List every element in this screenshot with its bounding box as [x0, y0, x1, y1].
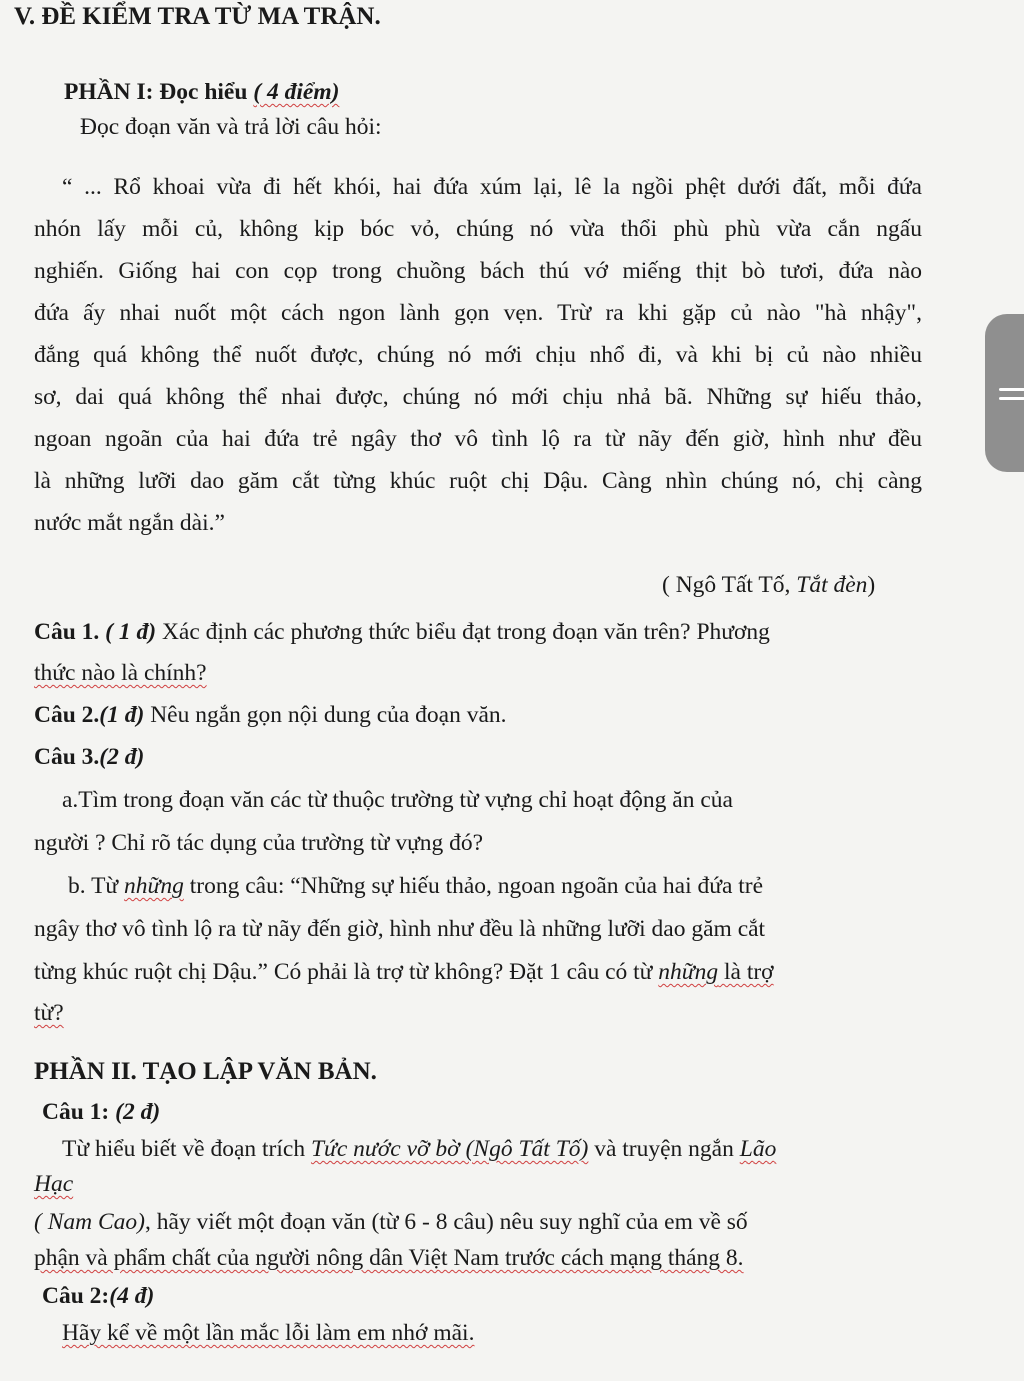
- grip-line-icon: [999, 388, 1024, 391]
- question-1-label: Câu 1.: [34, 619, 100, 645]
- part2-q1-mid: và truyện ngắn: [588, 1136, 740, 1162]
- question-3b-post2: là trợ: [718, 959, 774, 985]
- question-3b-pre: b. Từ: [68, 873, 125, 899]
- question-3b-word: những: [124, 873, 184, 899]
- question-3b-post: trong câu: “Những sự hiếu thảo, ngoan ngoãn của hai đứa trẻ: [183, 873, 764, 899]
- question-3a: a.Tìm trong đoạn văn các từ thuộc trường từ vựng chỉ hoạt động ăn của: [62, 787, 733, 813]
- question-1-points: ( 1 đ): [105, 619, 157, 645]
- question-3b-cont: [34, 957, 774, 987]
- passage-line: là những lưỡi dao găm cắt từng khúc ruột chị Dậu. Càng nhìn chúng nó, chị càng: [34, 468, 922, 494]
- question-2-points: (1 đ): [99, 702, 145, 728]
- part2-q1-pre: Từ hiểu biết về đoạn trích: [62, 1136, 311, 1162]
- question-2: [34, 700, 507, 730]
- part2-question-2-label: Câu 2:: [42, 1283, 110, 1309]
- question-3b: [68, 871, 763, 901]
- source-work: Tắt đèn: [796, 572, 868, 598]
- question-3b-word2: những: [658, 959, 719, 985]
- question-2-label: Câu 2.: [34, 702, 100, 728]
- part2-question-1-label: Câu 1:: [42, 1099, 110, 1125]
- passage-line: nước mắt ngắn dài.”: [34, 510, 225, 536]
- part2-question-2-points: (4 đ): [109, 1283, 155, 1309]
- passage-line: nhón lấy mỗi củ, không kịp bóc vỏ, chúng nó vừa thổi phù phù vừa cắn ngấu: [34, 216, 922, 242]
- part2-question-1-points: (2 đ): [109, 1099, 161, 1125]
- part2-question-1-text-cont: phận và phẩm chất của người nông dân Việt Nam trước cách mạng tháng 8.: [34, 1245, 744, 1271]
- question-3b-end: từ?: [34, 1000, 64, 1026]
- part2-question-2: [42, 1281, 154, 1311]
- grip-line-icon: [999, 397, 1024, 400]
- passage-line: đứa ấy nhai nuốt một cách ngon lành gọn vẹn. Trừ ra khi gặp củ nào "hà nhậy",: [34, 300, 922, 326]
- part1-heading-text: PHẦN I: Đọc hiểu: [64, 79, 248, 105]
- part2-question-1-text-cont: [34, 1207, 748, 1237]
- question-3-points: (2 đ): [99, 744, 145, 770]
- question-3b-cont: ngây thơ vô tình lộ ra từ nãy đến giờ, hình như đều là những lưỡi dao găm cắt: [34, 916, 766, 942]
- passage-line: nghiến. Giống hai con cọp trong chuồng bách thú vớ miếng thịt bò tươi, đứa nào: [34, 258, 922, 284]
- part2-q1-author: ( Nam Cao): [34, 1209, 145, 1235]
- source-close: ): [867, 572, 876, 598]
- passage-line: sơ, dai quá không thể nhai được, chúng nó mới chịu nhả bã. Những sự hiếu thảo,: [34, 384, 922, 410]
- part2-q1-rest: , hãy viết một đoạn văn (từ 6 - 8 câu) nêu suy nghĩ của em về số: [144, 1209, 748, 1235]
- part1-points: ( 4 điểm): [253, 79, 340, 105]
- passage-source: [662, 570, 875, 600]
- question-3b-pre2: từng khúc ruột chị Dậu.” Có phải là trợ từ không? Đặt 1 câu có từ: [34, 959, 659, 985]
- passage-line: ngoan ngoãn của hai đứa trẻ ngây thơ vô tình lộ ra từ nãy đến giờ, hình như đều: [34, 426, 922, 452]
- question-1-text-cont: thức nào là chính?: [34, 660, 207, 686]
- question-1-text: Xác định các phương thức biểu đạt trong đoạn văn trên? Phương: [161, 619, 770, 645]
- part2-question-1-text-cont: Hạc: [34, 1171, 74, 1197]
- scroll-handle[interactable]: [985, 314, 1024, 472]
- part2-q1-work2: Lão: [739, 1136, 777, 1162]
- question-2-text: Nêu ngắn gọn nội dung của đoạn văn.: [150, 702, 507, 728]
- passage-line: đắng quá không thể nuốt được, chúng nó mới chịu nhổ đi, và khi bị củ nào nhiều: [34, 342, 922, 368]
- part2-question-1-text: [62, 1134, 776, 1164]
- part2-heading: PHẦN II. TẠO LẬP VĂN BẢN.: [34, 1058, 377, 1085]
- question-1: [34, 617, 770, 647]
- part1-heading: [64, 77, 339, 107]
- passage-line: “ ... Rổ khoai vừa đi hết khói, hai đứa xúm lại, lê la ngồi phệt dưới đất, mỗi đứa: [62, 174, 922, 200]
- question-3: [34, 742, 144, 772]
- part2-question-2-text: Hãy kể về một lần mắc lỗi làm em nhớ mãi.: [62, 1320, 475, 1346]
- part1-instruction: Đọc đoạn văn và trả lời câu hỏi:: [80, 114, 382, 140]
- part2-q1-work1: Tức nước vỡ bờ (Ngô Tất Tố): [310, 1136, 589, 1162]
- question-3-label: Câu 3.: [34, 744, 100, 770]
- source-author: ( Ngô Tất Tố,: [662, 572, 797, 598]
- document-title: V. ĐỀ KIỂM TRA TỪ MA TRẬN.: [14, 3, 381, 30]
- part2-question-1: [42, 1097, 160, 1127]
- question-3a-cont: người ? Chỉ rõ tác dụng của trường từ vựng đó?: [34, 830, 484, 856]
